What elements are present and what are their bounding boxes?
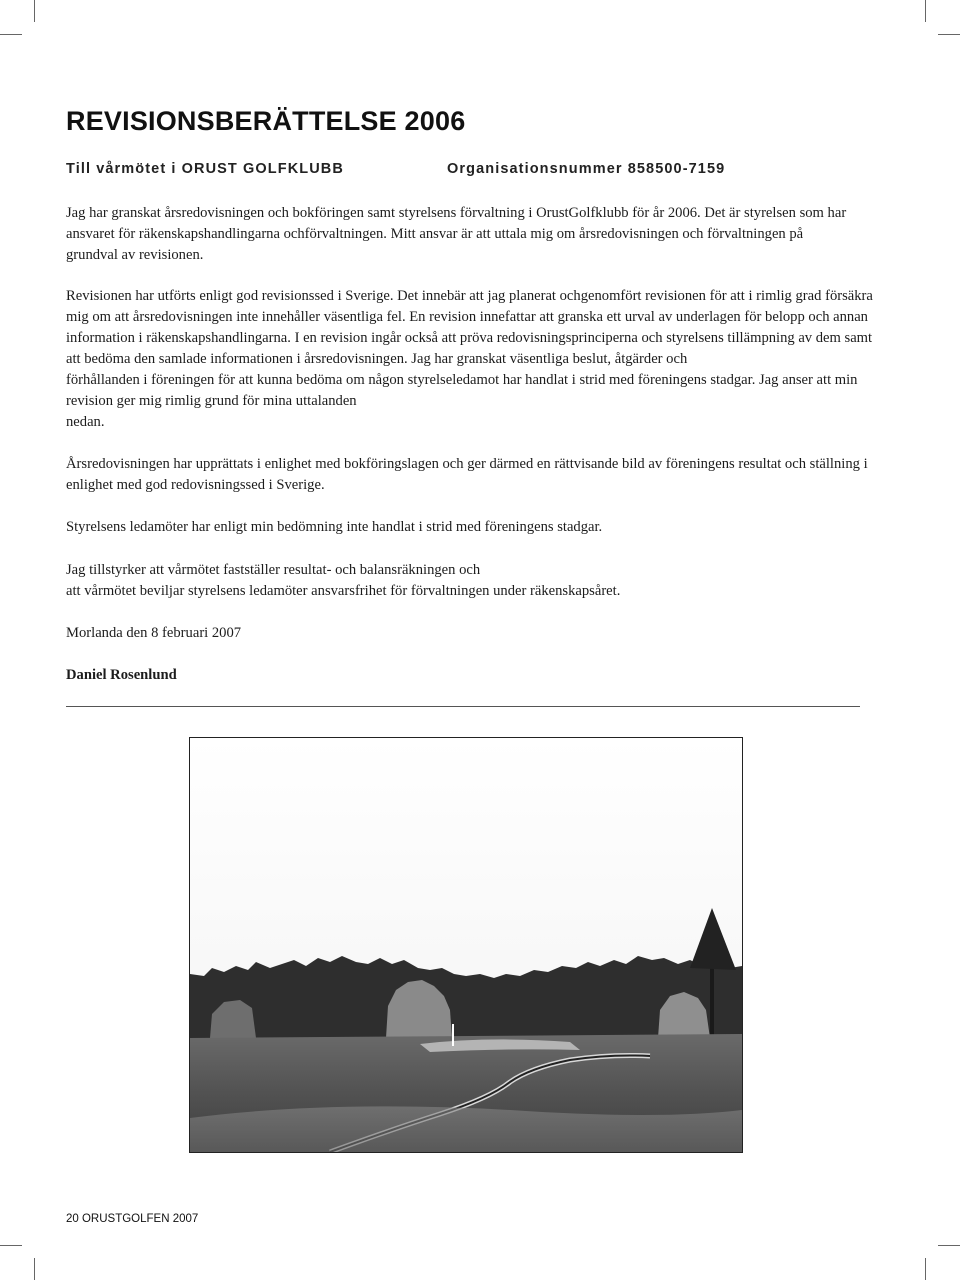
- crop-mark: [34, 0, 35, 22]
- crop-mark: [0, 1245, 22, 1246]
- text-line: nedan.: [66, 414, 105, 430]
- org-number: Organisationsnummer 858500-7159: [447, 161, 726, 177]
- text-line: information i räkenskapshandlingarna. I en revision ingår också att pröva redovisningsprinciperna och styrelsens tillämpning av dem samt: [66, 330, 873, 346]
- text-line: Årsredovisningen har upprättats i enlighet med bokföringslagen och ger därmed en rättvisande bild av föreningens resultat och ställning i: [66, 456, 868, 472]
- text-line: Styrelsens ledamöter har enligt min bedömning inte handlat i strid med föreningens stadgar.: [66, 519, 603, 535]
- text-line: att vårmötet beviljar styrelsens ledamöter ansvarsfrihet för förvaltningen under räkenskapsåret.: [66, 583, 621, 599]
- recipient-line: Till vårmötet i ORUST GOLFKLUBB: [66, 161, 344, 177]
- place-date: Morlanda den 8 februari 2007: [66, 625, 242, 641]
- text-line: förhållanden i föreningen för att kunna bedöma om någon styrelseledamot har handlat i strid med föreningens stadgar. Jag anser att min: [66, 372, 858, 388]
- paragraph-recommendation: [66, 560, 876, 602]
- crop-mark: [925, 0, 926, 22]
- paragraph-scope: [66, 203, 876, 266]
- page-title: REVISIONSBERÄTTELSE 2006: [66, 106, 466, 136]
- text-line: Jag har granskat årsredovisningen och bokföringen samt styrelsens förvaltning i OrustGolfklubb för år 2006. Det är styrelsen som har: [66, 205, 847, 221]
- paragraph-annual-report: [66, 454, 876, 496]
- paragraph-board: [66, 517, 876, 538]
- text-line: enlighet med god redovisningssed i Sverige.: [66, 477, 325, 493]
- text-line: revision ger mig rimlig grund för mina uttalanden: [66, 393, 357, 409]
- page-footer: 20 ORUSTGOLFEN 2007: [66, 1213, 199, 1225]
- landscape-image: [190, 738, 742, 1152]
- text-line: grundval av revisionen.: [66, 247, 204, 263]
- crop-mark: [34, 1258, 35, 1280]
- paragraph-audit-method: [66, 286, 876, 433]
- signature-name: Daniel Rosenlund: [66, 667, 177, 683]
- divider: [66, 706, 860, 707]
- crop-mark: [0, 34, 22, 35]
- text-line: Revisionen har utförts enligt god revisionssed i Sverige. Det innebär att jag planerat ochgenomfört revisionen för att i rimlig grad försäkra: [66, 288, 873, 304]
- text-line: att bedöma den samlade informationen i årsredovisningen. Jag har granskat väsentliga beslut, åtgärder och: [66, 351, 688, 367]
- text-line: mig om att årsredovisningen inte innehåller väsentliga fel. En revision innefattar att granska ett urval av underlagen för belopp och annan: [66, 309, 868, 325]
- crop-mark: [938, 34, 960, 35]
- golf-course-photo: [189, 737, 743, 1153]
- text-line: ansvaret för räkenskapshandlingarna ochförvaltningen. Mitt ansvar är att uttala mig om årsredovisningen och förvaltningen på: [66, 226, 804, 242]
- text-line: Jag tillstyrker att vårmötet fastställer resultat- och balansräkningen och: [66, 562, 481, 578]
- crop-mark: [938, 1245, 960, 1246]
- crop-mark: [925, 1258, 926, 1280]
